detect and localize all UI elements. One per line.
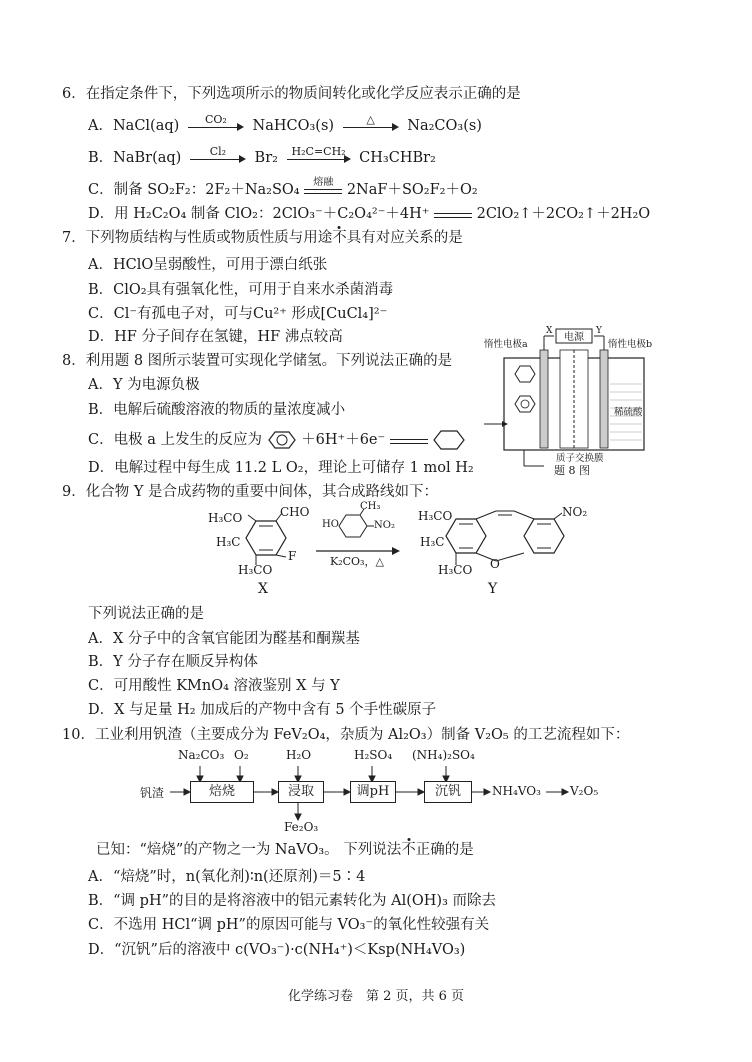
input-nh4-2so4: (NH₄)₂SO₄ xyxy=(412,748,475,762)
q8-option-b: B．电解后硫酸溶液的物质的量浓度减小 xyxy=(88,402,346,418)
input-na2co3: Na₂CO₃ xyxy=(178,748,225,762)
equal-sign xyxy=(434,204,472,224)
q8-option-c: C．电极 a 上发生的反应为 ＋6H⁺＋6e⁻ xyxy=(88,428,466,452)
q8-option-d: D．电解过程中每生成 11.2 L O₂，理论上可储存 1 mol H₂ xyxy=(88,460,474,476)
input-o2: O₂ xyxy=(234,748,249,762)
q6-option-a: A．NaCl(aq) CO₂ NaHCO₃(s) △ Na₂CO₃(s) xyxy=(88,113,482,134)
electrolysis-figure xyxy=(484,326,656,476)
x-f: F xyxy=(288,549,297,563)
q7-option-d: D．HF 分子间存在氢键，HF 沸点较高 xyxy=(88,329,343,345)
figure-caption: 题 8 图 xyxy=(554,464,590,477)
q7-option-c: C．Cl⁻有孤电子对，可与Cu²⁺ 形成[CuCl₄]²⁻ xyxy=(88,306,388,322)
compound-x-name: X xyxy=(258,581,268,597)
benzene-ring-icon xyxy=(267,429,297,451)
q8-stem: 8．利用题 8 图所示装置可实现化学储氢。下列说法正确的是 xyxy=(62,353,453,369)
process-flow-chart xyxy=(140,742,620,838)
q10-option-a: A．“焙烧”时，n(氧化剂)∶n(还原剂)＝5∶4 xyxy=(88,869,366,885)
electrode-b-label: 惰性电极b xyxy=(608,339,653,350)
reaction-arrow: △ xyxy=(343,116,399,136)
output-fe2o3: Fe₂O₃ xyxy=(284,820,319,834)
x-och3-bottom: H₃CO xyxy=(238,563,273,577)
q10-stem: 10．工业利用钒渣（主要成分为 FeV₂O₄，杂质为 Al₂O₃）制备 V₂O₅ 的工艺流程如下： xyxy=(62,727,630,743)
q9-sub: 下列说法正确的是 xyxy=(88,606,204,622)
x-cho: CHO xyxy=(280,505,310,519)
q6-option-d: D．用 H₂C₂O₄ 制备 ClO₂：2ClO₃⁻＋C₂O₄²⁻＋4H⁺ 2ClO₂↑＋2CO₂↑＋2H₂O xyxy=(88,206,651,222)
compound-y-name: Y xyxy=(488,581,498,597)
reaction-arrow: Cl₂ xyxy=(190,148,246,168)
membrane-label: 质子交换膜 xyxy=(556,453,604,464)
y-och3-bottom: H₃CO xyxy=(438,563,473,577)
q10-known: 已知：“焙烧”的产物之一为 NaVO₃。 下列说法不正确的是 xyxy=(96,842,474,858)
synthesis-scheme xyxy=(196,501,596,600)
input-h2so4: H₂SO₄ xyxy=(354,748,393,762)
y-o: O xyxy=(490,557,500,571)
step-roast: 焙烧 xyxy=(190,781,254,803)
terminal-x-label: X xyxy=(546,326,553,336)
y-och3-top: H₃CO xyxy=(418,509,453,523)
synthesis-drawing xyxy=(196,505,596,600)
reagent-no2: NO₂ xyxy=(374,520,395,531)
power-supply-label: 电源 xyxy=(564,332,584,343)
step-precipitate: 沉钒 xyxy=(424,781,472,803)
q7-option-b: B．ClO₂具有强氧化性，可用于自来水杀菌消毒 xyxy=(88,282,394,298)
x-ch3: H₃C xyxy=(216,535,241,549)
q6-option-c: C．制备 SO₂F₂：2F₂＋Na₂SO₄ 熔融 2NaF＋SO₂F₂＋O₂ xyxy=(88,177,478,198)
y-no2: NO₂ xyxy=(562,505,588,519)
product-nh4vo3: NH₄VO₃ xyxy=(492,784,541,798)
reagent-ho: HO xyxy=(322,519,339,530)
reagent-ch3: CH₃ xyxy=(360,501,381,512)
equal-sign: 熔融 xyxy=(304,180,342,200)
cyclohexane-ring-icon xyxy=(432,428,466,452)
reaction-arrow: H₂C=CH₂ xyxy=(287,148,351,168)
q10-option-d: D．“沉钒”后的溶液中 c(VO₃⁻)·c(NH₄⁺)＜Ksp(NH₄VO₃) xyxy=(88,942,466,958)
q7-stem: 7．下列物质结构与性质或物质性质与用途不具有对应关系的是 xyxy=(62,230,463,246)
page-footer: 化学练习卷 第 2 页，共 6 页 xyxy=(287,989,465,1004)
electrode-a-label: 惰性电极a xyxy=(484,339,528,350)
q7-option-a: A．HClO呈弱酸性，可用于漂白纸张 xyxy=(88,257,328,273)
input-h2o: H₂O xyxy=(286,748,312,762)
q9-option-b: B．Y 分子存在顺反异构体 xyxy=(88,654,258,670)
step-adjust-ph: 调pH xyxy=(350,781,396,803)
terminal-y-label: Y xyxy=(596,326,602,336)
equal-sign xyxy=(390,430,428,450)
y-ch3: H₃C xyxy=(420,535,445,549)
step-leach: 浸取 xyxy=(278,781,324,803)
sulfuric-acid-label: 稀硫酸 xyxy=(614,407,643,418)
q9-option-a: A．X 分子中的含氧官能团为醛基和酮羰基 xyxy=(88,631,360,647)
x-och3-top: H₃CO xyxy=(208,511,243,525)
q9-option-d: D．X 与足量 H₂ 加成后的产物中含有 5 个手性碳原子 xyxy=(88,702,437,718)
q6-option-b: B．NaBr(aq) Cl₂ Br₂ H₂C=CH₂ CH₃CHBr₂ xyxy=(88,145,436,166)
q9-option-c: C．可用酸性 KMnO₄ 溶液鉴别 X 与 Y xyxy=(88,678,340,694)
q10-option-c: C．不选用 HCl“调 pH”的原因可能与 VO₃⁻的氧化性较强有关 xyxy=(88,917,490,933)
reaction-arrow: CO₂ xyxy=(188,116,244,136)
q8-option-a: A．Y 为电源负极 xyxy=(88,377,200,393)
flow-start: 钒渣 xyxy=(140,786,165,800)
q9-stem: 9．化合物 Y 是合成药物的重要中间体，其合成路线如下： xyxy=(62,484,439,500)
reaction-condition: K₂CO₃，△ xyxy=(330,555,384,568)
product-v2o5: V₂O₅ xyxy=(570,784,599,798)
q10-option-b: B．“调 pH”的目的是将溶液中的铝元素转化为 Al(OH)₃ 而除去 xyxy=(88,893,497,909)
q6-stem: 6．在指定条件下，下列选项所示的物质间转化或化学反应表示正确的是 xyxy=(62,86,521,102)
